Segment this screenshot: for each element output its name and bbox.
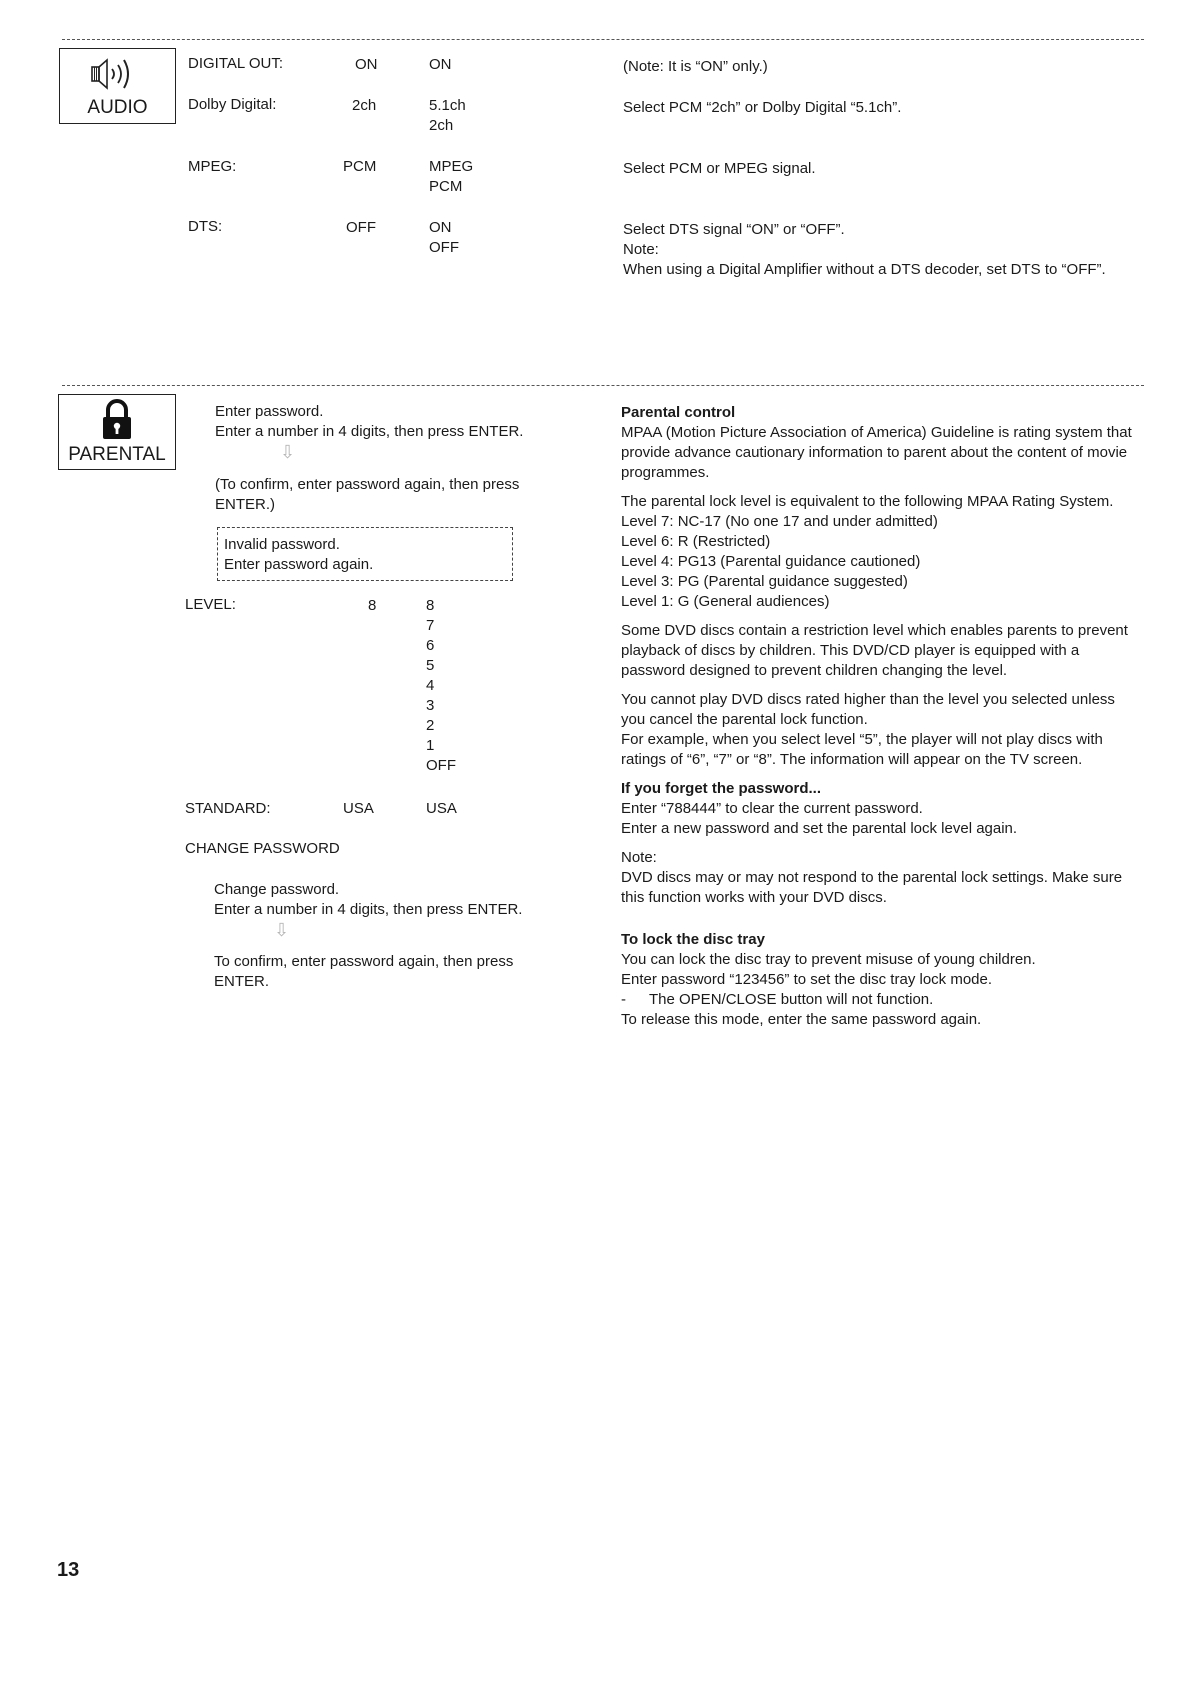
audio-row-label: DIGITAL OUT:	[188, 55, 284, 72]
option-value: ON	[429, 219, 452, 236]
desc-line: Select PCM “2ch” or Dolby Digital “5.1ch”.	[623, 99, 902, 116]
level-label: LEVEL:	[185, 596, 236, 613]
level-option: 1	[426, 737, 435, 754]
audio-row-options	[429, 218, 459, 258]
lock-icon	[100, 399, 134, 441]
forget-line: Enter “788444” to clear the current password.	[621, 800, 923, 817]
text-line: Enter password.	[215, 403, 324, 420]
parental-icon-box	[58, 394, 176, 470]
text-line: (To confirm, enter password again, then press	[215, 476, 520, 493]
level-option: 8	[426, 597, 435, 614]
audio-icon-box	[59, 48, 176, 124]
rating-line: The parental lock level is equivalent to the following MPAA Rating System.	[621, 493, 1114, 510]
level-option: 3	[426, 697, 435, 714]
desc-line: Note:	[623, 241, 659, 258]
release-paragraph: To release this mode, enter the same password again.	[621, 1011, 982, 1028]
error-line: Invalid password.	[224, 536, 340, 553]
restriction-paragraph: Some DVD discs contain a restriction level which enables parents to prevent playback of discs by children. This DVD/CD player is equipped with a password designed to prevent children changing the level.	[621, 622, 1128, 679]
parental-control-heading: Parental control	[621, 404, 736, 421]
level-option: 2	[426, 717, 435, 734]
level-options	[426, 596, 456, 776]
desc-line: Select PCM or MPEG signal.	[623, 160, 816, 177]
audio-row-label: Dolby Digital:	[188, 96, 277, 113]
audio-row-default: PCM	[343, 158, 377, 175]
forget-password-heading: If you forget the password...	[621, 780, 822, 797]
cancel-lock-paragraph: You cannot play DVD discs rated higher than the level you selected unless you cancel the parental lock function.	[621, 691, 1115, 728]
text-line: ENTER.)	[215, 496, 275, 513]
invalid-password-box	[217, 527, 513, 581]
option-value: 2ch	[429, 117, 454, 134]
audio-icon-label: AUDIO	[87, 97, 148, 118]
audio-row-desc	[623, 159, 816, 179]
audio-row-options	[429, 157, 473, 197]
desc-line: When using a Digital Amplifier without a DTS decoder, set DTS to “OFF”.	[623, 261, 1106, 278]
lock-tray-heading: To lock the disc tray	[621, 931, 765, 948]
change-password-confirm	[214, 952, 513, 992]
text-line: ENTER.	[214, 973, 270, 990]
section-divider-parental	[62, 385, 1144, 386]
desc-line: (Note: It is “ON” only.)	[623, 58, 768, 75]
change-password-label: CHANGE PASSWORD	[185, 840, 340, 857]
enter-password-text	[215, 402, 523, 442]
rating-line: Level 6: R (Restricted)	[621, 533, 771, 550]
text-line: Enter a number in 4 digits, then press ENTER.	[215, 423, 524, 440]
audio-row-options	[429, 96, 466, 136]
audio-row-desc	[623, 98, 901, 118]
text-line: Enter a number in 4 digits, then press ENTER.	[214, 901, 523, 918]
rating-line: Level 1: G (General audiences)	[621, 593, 830, 610]
level-option: 4	[426, 677, 435, 694]
audio-row-default: OFF	[346, 219, 376, 236]
audio-row-default: 2ch	[352, 97, 377, 114]
standard-label: STANDARD:	[185, 800, 271, 817]
note-label: Note:	[621, 849, 657, 866]
bullet-text: The OPEN/CLOSE button will not function.	[649, 991, 934, 1008]
level-option: 6	[426, 637, 435, 654]
level-option: OFF	[426, 757, 456, 774]
audio-row-desc	[623, 57, 768, 77]
standard-default: USA	[343, 800, 374, 817]
level-option: 7	[426, 617, 435, 634]
example-paragraph: For example, when you select level “5”, the player will not play discs with ratings of “6”, “7” or “8”. The information will appear on the TV screen.	[621, 731, 1103, 768]
rating-line: Level 7: NC-17 (No one 17 and under admitted)	[621, 513, 938, 530]
audio-row-options	[429, 55, 452, 75]
parental-info-column	[621, 403, 1135, 1030]
forget-line: Enter a new password and set the parental lock level again.	[621, 820, 1018, 837]
audio-row-desc	[623, 220, 1106, 280]
text-line: To confirm, enter password again, then press	[214, 953, 514, 970]
bullet-dash: -	[621, 991, 626, 1008]
speaker-icon	[90, 57, 148, 91]
note-text: DVD discs may or may not respond to the parental lock settings. Make sure this function works with your DVD discs.	[621, 869, 1123, 906]
standard-option: USA	[426, 800, 457, 817]
audio-row-default: ON	[355, 56, 378, 73]
parental-icon-label: PARENTAL	[68, 444, 166, 465]
option-value: OFF	[429, 239, 459, 256]
audio-row-label: DTS:	[188, 218, 223, 235]
section-divider-audio	[62, 39, 1144, 40]
option-value: PCM	[429, 178, 463, 195]
bullet-item	[621, 990, 1135, 1010]
error-line: Enter password again.	[224, 556, 374, 573]
audio-row-label: MPEG:	[188, 158, 237, 175]
desc-line: Select DTS signal “ON” or “OFF”.	[623, 221, 845, 238]
rating-line: Level 4: PG13 (Parental guidance cautioned)	[621, 553, 921, 570]
lock-tray-line: You can lock the disc tray to prevent misuse of young children.	[621, 951, 1036, 968]
option-value: MPEG	[429, 158, 474, 175]
mpaa-paragraph: MPAA (Motion Picture Association of America) Guideline is rating system that provide advance cautionary information to parent about the content of movie programmes.	[621, 424, 1132, 481]
down-arrow-icon: ⇩	[280, 442, 296, 462]
lock-tray-line: Enter password “123456” to set the disc tray lock mode.	[621, 971, 993, 988]
text-line: Change password.	[214, 881, 340, 898]
level-option: 5	[426, 657, 435, 674]
level-default: 8	[368, 597, 377, 614]
option-value: 5.1ch	[429, 97, 466, 114]
rating-line: Level 3: PG (Parental guidance suggested)	[621, 573, 908, 590]
page-number: 13	[57, 1559, 80, 1581]
down-arrow-icon: ⇩	[274, 920, 290, 940]
confirm-password-text	[215, 475, 519, 515]
option-value: ON	[429, 56, 452, 73]
change-password-steps	[214, 880, 522, 920]
